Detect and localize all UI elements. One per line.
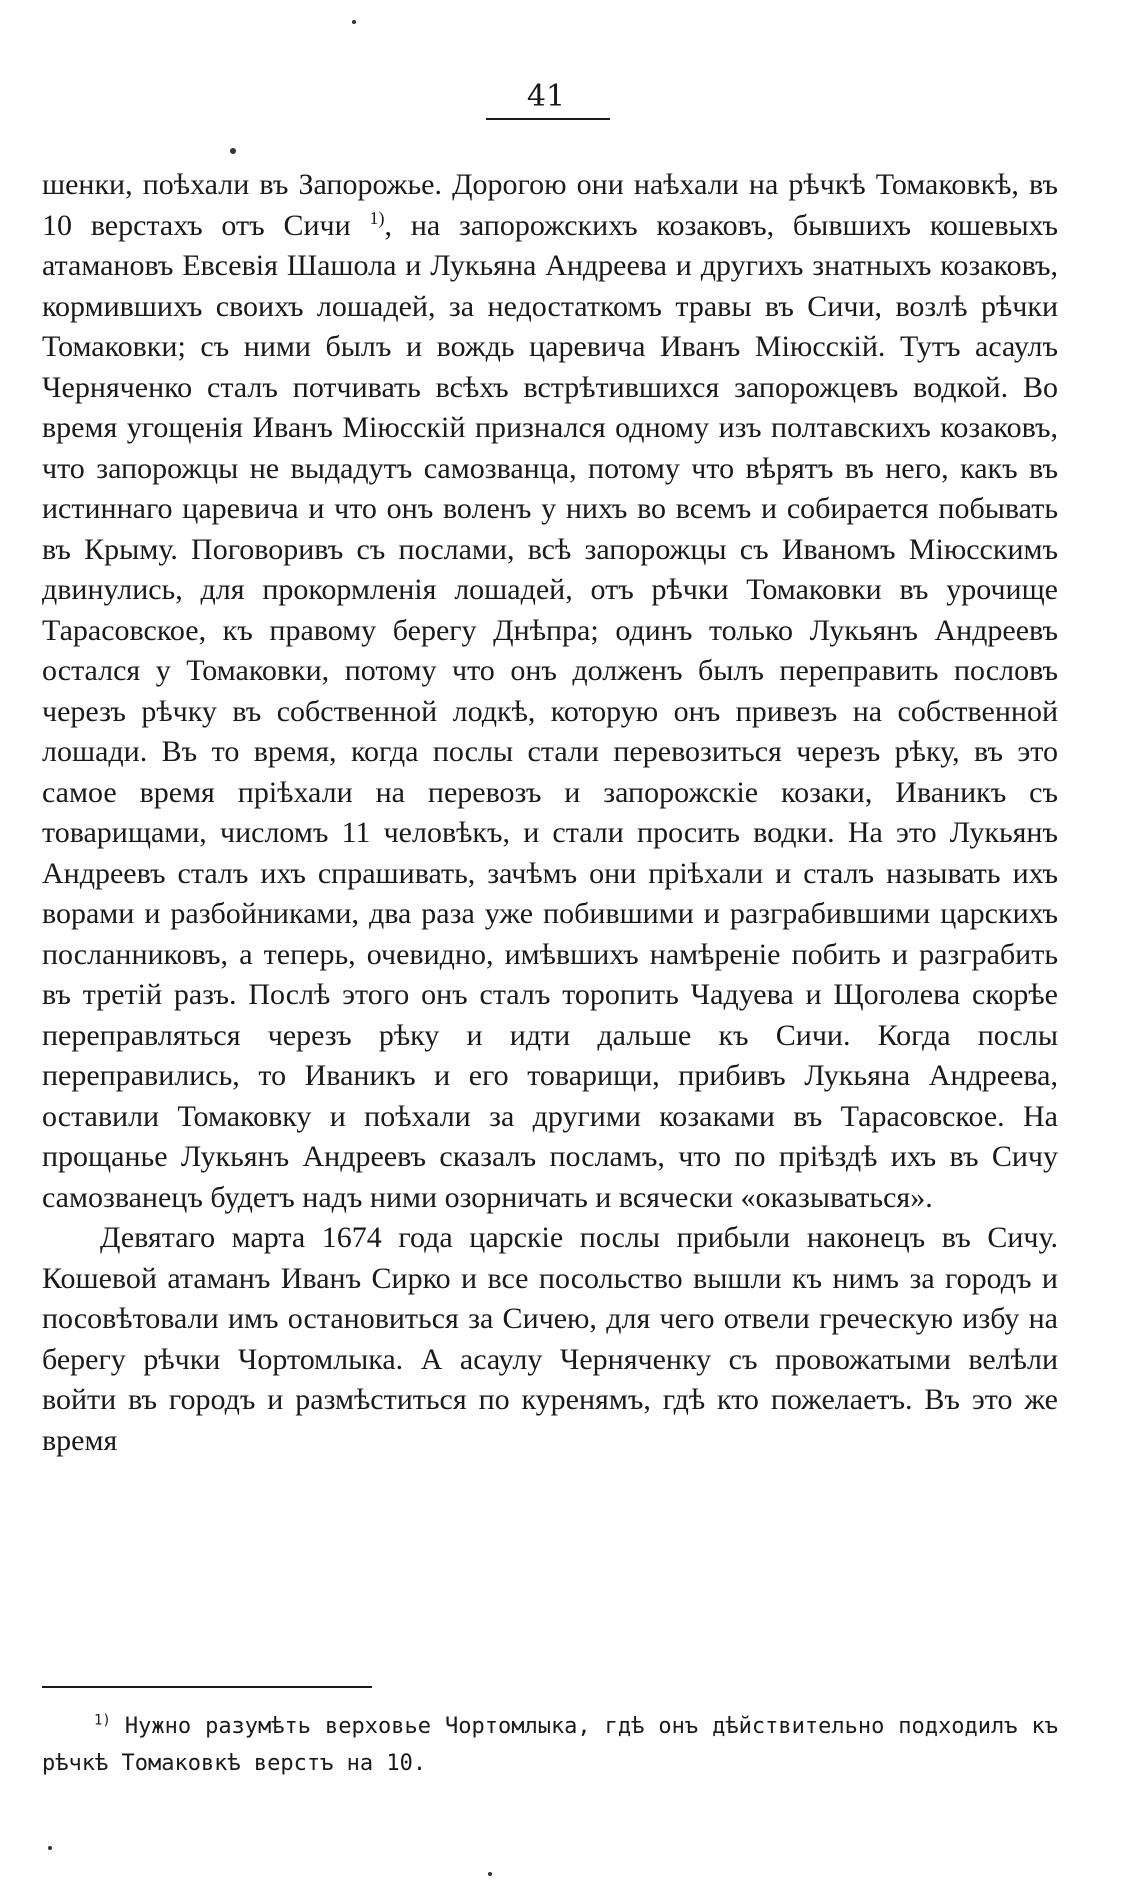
print-speck xyxy=(488,1872,492,1876)
print-speck xyxy=(352,20,356,24)
footnote xyxy=(42,1708,1058,1782)
paragraph-1-text-end: , на запорожскихъ козаковъ, бывшихъ кошевыхъ атамановъ Евсевія Шашола и Лукьяна Андреева и другихъ знатныхъ козаковъ, кормившихъ своихъ лошадей, за недостаткомъ травы въ Сичи, возлѣ рѣчки Томаковки; съ ними былъ и вождь царевича Иванъ Міюсскій. Тутъ асаулъ Черняченко сталъ потчивать всѣхъ встрѣтившихся запорожцевъ водкой. Во время угощенія Иванъ Міюсскій признался одному изъ полтавскихъ козаковъ, что запорожцы не выдадутъ самозванца, потому что вѣрятъ въ него, какъ въ истиннаго царевича и что онъ воленъ у нихъ во всемъ и собирается побывать въ Крыму. Поговоривъ съ послами, всѣ запорожцы съ Иваномъ Міюсскимъ двинулись, для прокормленія лошадей, отъ рѣчки Томаковки въ урочище Тарасовское, къ правому берегу Днѣпра; одинъ только Лукьянъ Андреевъ остался у Томаковки, потому что онъ долженъ былъ переправить пословъ черезъ рѣчку въ собственной лодкѣ, которую онъ привезъ на собственной лошади. Въ то время, когда послы стали перевозиться черезъ рѣку, въ это самое время пріѣхали на перевозъ и запорожскіе козаки, Иваникъ съ товарищами, числомъ 11 человѣкъ, и стали просить водки. На это Лукьянъ Андреевъ сталъ ихъ спрашивать, зачѣмъ они пріѣхали и сталъ называть ихъ ворами и разбойниками, два раза уже побившими и разграбившими царскихъ посланниковъ, а теперь, очевидно, имѣвшихъ намѣреніе побить и разграбить въ третій разъ. Послѣ этого онъ сталъ торопить Чадуева и Щоголева скорѣе переправляться черезъ рѣку и идти дальше къ Сичи. Когда послы переправились, то Иваникъ и его товарищи, прибивъ Лукьяна Андреева, оставили Томаковку и поѣхали за другими козаками въ Тарасовское. На прощанье Лукьянъ Андреевъ сказалъ посламъ, что по пріѣздѣ ихъ въ Сичу самозванецъ будетъ надъ ними озорничать и всячески «оказываться». xyxy=(42,208,1059,1214)
page-number-rule xyxy=(486,118,610,120)
print-speck xyxy=(48,1846,52,1850)
footnote-divider xyxy=(42,1686,372,1688)
footnote-reference: 1) xyxy=(369,207,385,228)
footnote-paragraph xyxy=(42,1708,1058,1782)
footnote-text: Нужно разумѣть верховье Чортомлыка, гдѣ онъ дѣйствительно подходилъ къ рѣчкѣ Томаковкѣ верстъ на 10. xyxy=(42,1714,1058,1776)
page-number: 41 xyxy=(526,79,566,114)
paragraph-2: Девятаго марта 1674 года царскіе послы прибыли наконецъ въ Сичу. Кошевой атаманъ Иванъ Сирко и все посольство вышли къ нимъ за городъ и посовѣтовали имъ остановиться за Сичею, для чего отвели греческую избу на берегу рѣчки Чортомлыка. А асаулу Черняченку съ провожатыми велѣли войти въ городъ и размѣститься по куренямъ, гдѣ кто пожелаетъ. Въ это же время xyxy=(42,1221,1058,1457)
paragraph-1-text-start: шенки, поѣхали въ Запорожье. Дорогою они наѣхали на рѣчкѣ Томаковкѣ, въ 10 верстахъ отъ Сичи xyxy=(42,168,1058,242)
footnote-mark: 1) xyxy=(94,1712,111,1729)
print-speck xyxy=(230,148,236,154)
paragraph-1 xyxy=(42,165,1058,1218)
body-text xyxy=(42,165,1058,1461)
